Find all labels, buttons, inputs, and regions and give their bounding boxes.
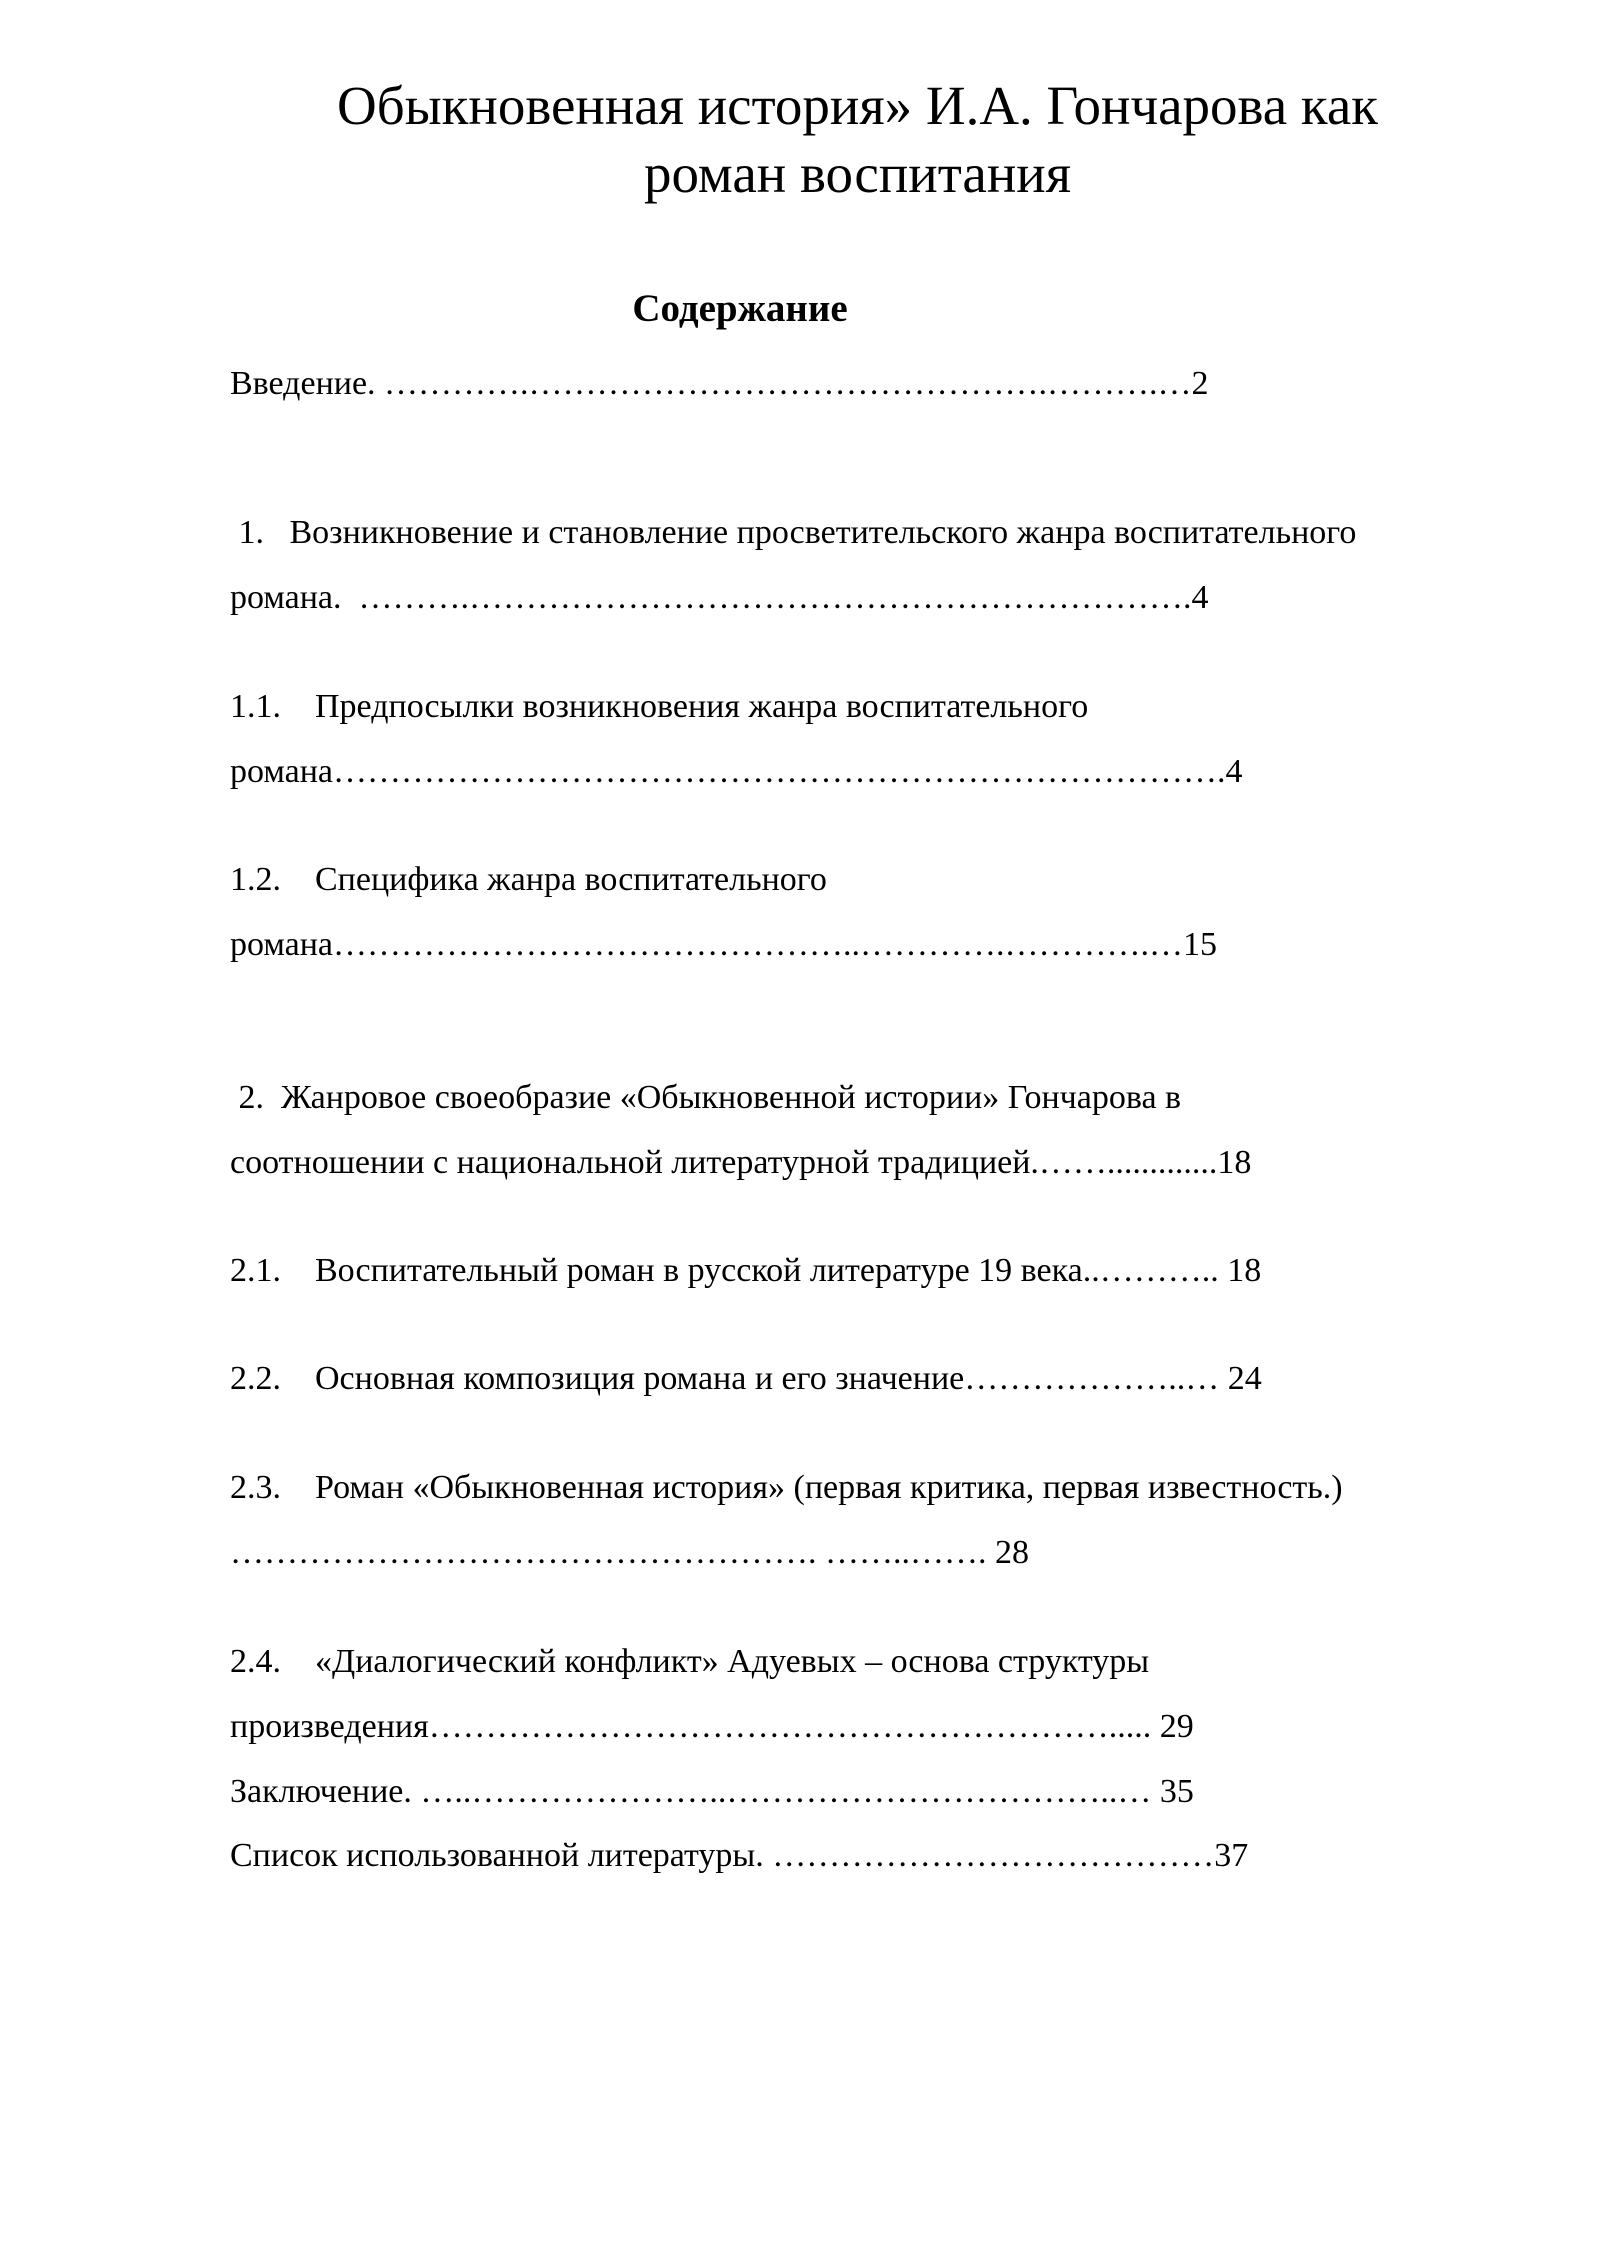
title-line-1: Обыкновенная история» И.А. Гончарова как	[337, 75, 1378, 136]
toc-section-2-3-line-2: ……………………………………………. ……..……. 28	[230, 1534, 1029, 1571]
toc-chapter-1-line-2: романа. ……….……………………………………………………….4	[230, 579, 1209, 616]
toc-section-1-2-title: Специфика жанра воспитательного	[315, 861, 827, 898]
toc-section-1-1-line-1	[230, 686, 1088, 728]
toc-introduction: Введение. ………….……………………………………….……….…2	[230, 365, 1209, 402]
contents-heading: Содержание	[632, 287, 848, 330]
toc-section-2-4-number: 2.4.	[230, 1643, 281, 1680]
toc-chapter-1-line-1: 1. Возникновение и становление просветительского жанра воспитательного	[230, 514, 1357, 551]
toc-section-2-2	[230, 1358, 1262, 1400]
toc-section-1-2-line-1	[230, 859, 827, 901]
toc-conclusion: Заключение. …..…………………..……………………………..… 35	[230, 1773, 1194, 1810]
toc-section-2-1-title: Воспитательный роман в русской литературе 19 века..……….. 18	[315, 1252, 1262, 1289]
toc-section-2-2-title: Основная композиция романа и его значение………………..… 24	[315, 1360, 1262, 1397]
toc-bibliography: Список использованной литературы. …………………………………37	[230, 1837, 1249, 1874]
toc-section-2-4-title: «Диалогический конфликт» Адуевых – основа структуры	[315, 1643, 1150, 1680]
toc-section-2-2-number: 2.2.	[230, 1360, 281, 1397]
toc-section-1-2-number: 1.2.	[230, 861, 281, 898]
toc-chapter-2-line-2: соотношении с национальной литературной традицией.…….............18	[230, 1144, 1252, 1181]
toc-section-1-1-title: Предпосылки возникновения жанра воспитательного	[315, 688, 1089, 725]
toc-section-2-4-line-2: произведения……………………………………………………..... 29	[230, 1708, 1194, 1745]
toc-section-2-1	[230, 1250, 1261, 1292]
toc-section-1-1-number: 1.1.	[230, 688, 281, 725]
toc-section-2-3-line-1	[230, 1467, 1343, 1509]
toc-chapter-2-line-1: 2. Жанровое своеобразие «Обыкновенной истории» Гончарова в	[230, 1079, 1182, 1116]
document-title	[230, 72, 1485, 208]
toc-section-2-4-line-1	[230, 1641, 1149, 1683]
toc-section-1-1-line-2: романа…………………………………………………………………….4	[230, 753, 1243, 790]
title-line-2: роман воспитания	[643, 143, 1071, 204]
toc-section-2-1-number: 2.1.	[230, 1252, 281, 1289]
toc-section-1-2-line-2: романа………………………………………..………….………….…15	[230, 926, 1218, 963]
toc-section-2-3-number: 2.3.	[230, 1469, 281, 1506]
toc-section-2-3-title: Роман «Обыкновенная история» (первая критика, первая известность.)	[315, 1469, 1343, 1506]
